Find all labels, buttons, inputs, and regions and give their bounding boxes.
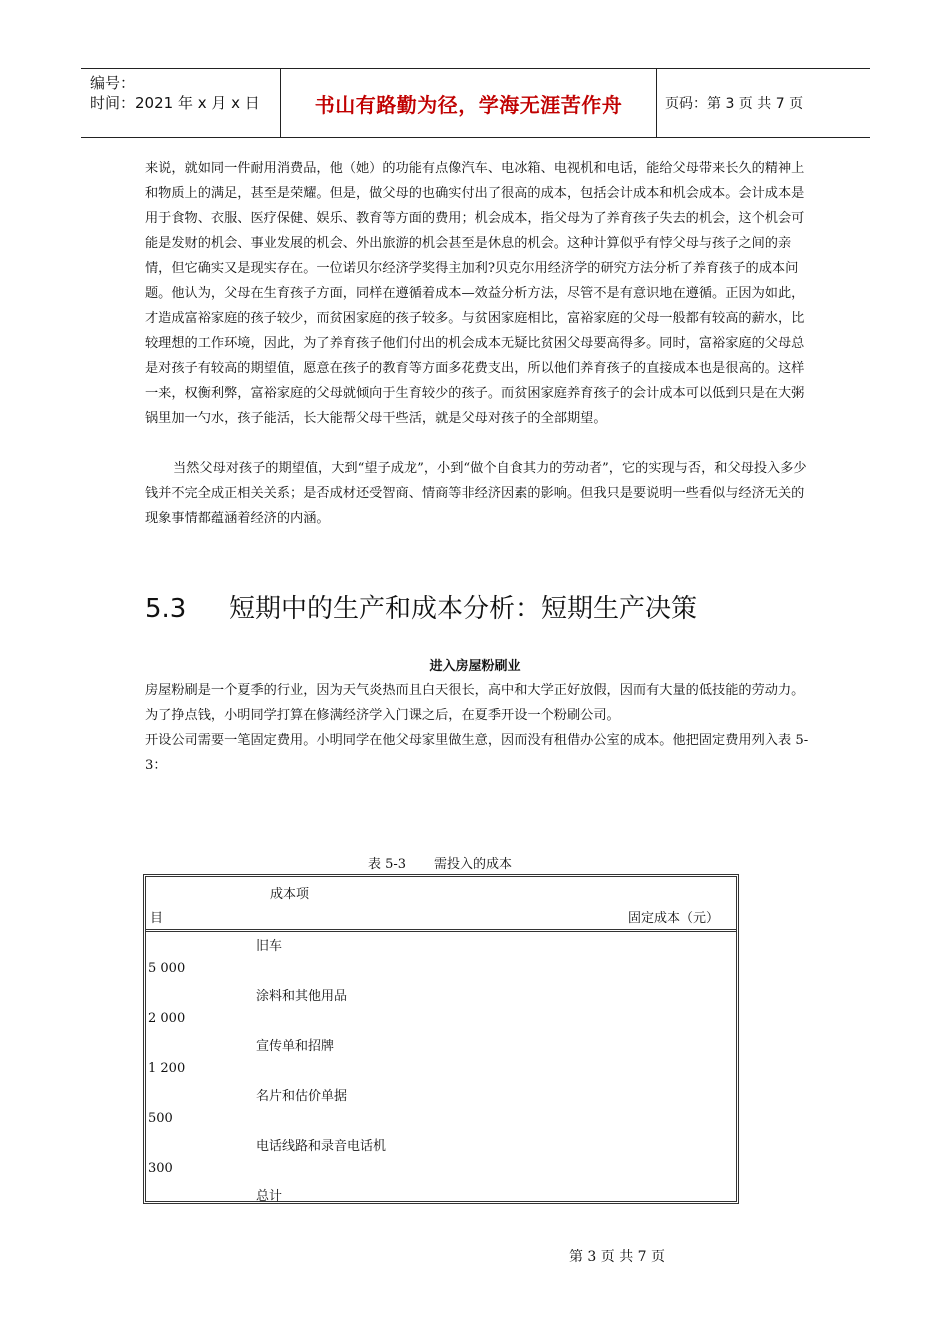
section-heading [145,588,697,625]
table-row-cost: 5 000 [148,961,186,976]
col-header-item-wrap: 目 [150,911,164,926]
table-row-item-total: 总计 [256,1189,283,1204]
table-caption-title: 需投入的成本 [434,857,513,872]
header-page-info: 页码：第 3 页 共 7 页 [665,96,804,112]
table-row-cost: 500 [148,1111,173,1126]
paragraph-4: 开设公司需要一笔固定费用。小明同学在他父母家里做生意，因而没有租借办公室的成本。他把固定费用列入表 5-3： [145,733,809,773]
section-title: 短期中的生产和成本分析：短期生产决策 [229,594,698,624]
paragraph-2: 当然父母对孩子的期望值，大到“望子成龙”，小到“做个自食其力的劳动者”，它的实现与否，和父母投入多少钱并不完全成正相关关系；是否成材还受智商、情商等非经济因素的影响。但我只是要说明一些看似与经济无关的现象事情都蕴涵着经济的内涵。 [145,461,807,526]
header-meta [81,69,281,137]
table-row-item: 旧车 [256,939,283,954]
table-row-item: 电话线路和录音电话机 [256,1139,387,1154]
table-caption [0,853,880,872]
header-motto: 书山有路勤为径，学海无涯苦作舟 [281,69,657,137]
table-row-cost: 1 200 [148,1061,186,1076]
table-header-row [146,877,736,932]
page-footer: 第 3 页 共 7 页 [568,1249,666,1265]
col-header-item: 成本项 [270,887,310,902]
section-number: 5.3 [145,594,187,624]
document-number-label: 编号： [90,74,136,92]
table-row-cost: 2 000 [148,1011,186,1026]
paragraph-1: 来说，就如同一件耐用消费品，他（她）的功能有点像汽车、电冰箱、电视机和电话，能给父母带来长久的精神上和物质上的满足，甚至是荣耀。但是，做父母的也确实付出了很高的成本，包括会计成本和机会成本。会计成本是用于食物、衣服、医疗保健、娱乐、教育等方面的费用；机会成本，指父母为了养育孩子失去的机会，这个机会可能是发财的机会、事业发展的机会、外出旅游的机会甚至是休息的机会。这种计算似乎有悖父母与孩子之间的亲情，但它确实又是现实存在。一位诺贝尔经济学奖得主加利?贝克尔用经济学的研究方法分析了养育孩子的成本问题。他认为，父母在生育孩子方面，同样在遵循着成本—效益分析方法，尽管不是有意识地在遵循。正因为如此，才造成富裕家庭的孩子较少，而贫困家庭的孩子较多。与贫困家庭相比，富裕家庭的父母一般都有较高的薪水，比较理想的工作环境，因此，为了养育孩子他们付出的机会成本无疑比贫困父母要高得多。同时，富裕家庭的父母总是对孩子有较高的期望值，愿意在孩子的教育等方面多花费支出，所以他们养育孩子的直接成本也是很高的。这样一来，权衡利弊，富裕家庭的父母就倾向于生育较少的孩子。而贫困家庭养育孩子的会计成本可以低到只是在大粥锅里加一勺水，孩子能活，长大能帮父母干些活，就是父母对孩子的全部期望。 [145,161,805,426]
document-time-label: 时间：2021 年 x 月 x 日 [90,94,260,112]
table-row-item: 名片和估价单据 [256,1089,348,1104]
table-row-cost: 300 [148,1161,173,1176]
table-row-item: 涂料和其他用品 [256,989,348,1004]
col-header-cost: 固定成本（元） [628,911,720,926]
subheading: 进入房屋粉刷业 [429,659,521,674]
page-header [81,68,870,138]
table-row-item: 宣传单和招牌 [256,1039,335,1054]
cost-table [143,874,739,1204]
paragraph-3: 房屋粉刷是一个夏季的行业，因为天气炎热而且白天很长，高中和大学正好放假，因而有大量的低技能的劳动力。为了挣点钱，小明同学打算在修满经济学入门课之后，在夏季开设一个粉刷公司。 [145,683,805,723]
table-caption-number: 表 5-3 [367,857,407,872]
